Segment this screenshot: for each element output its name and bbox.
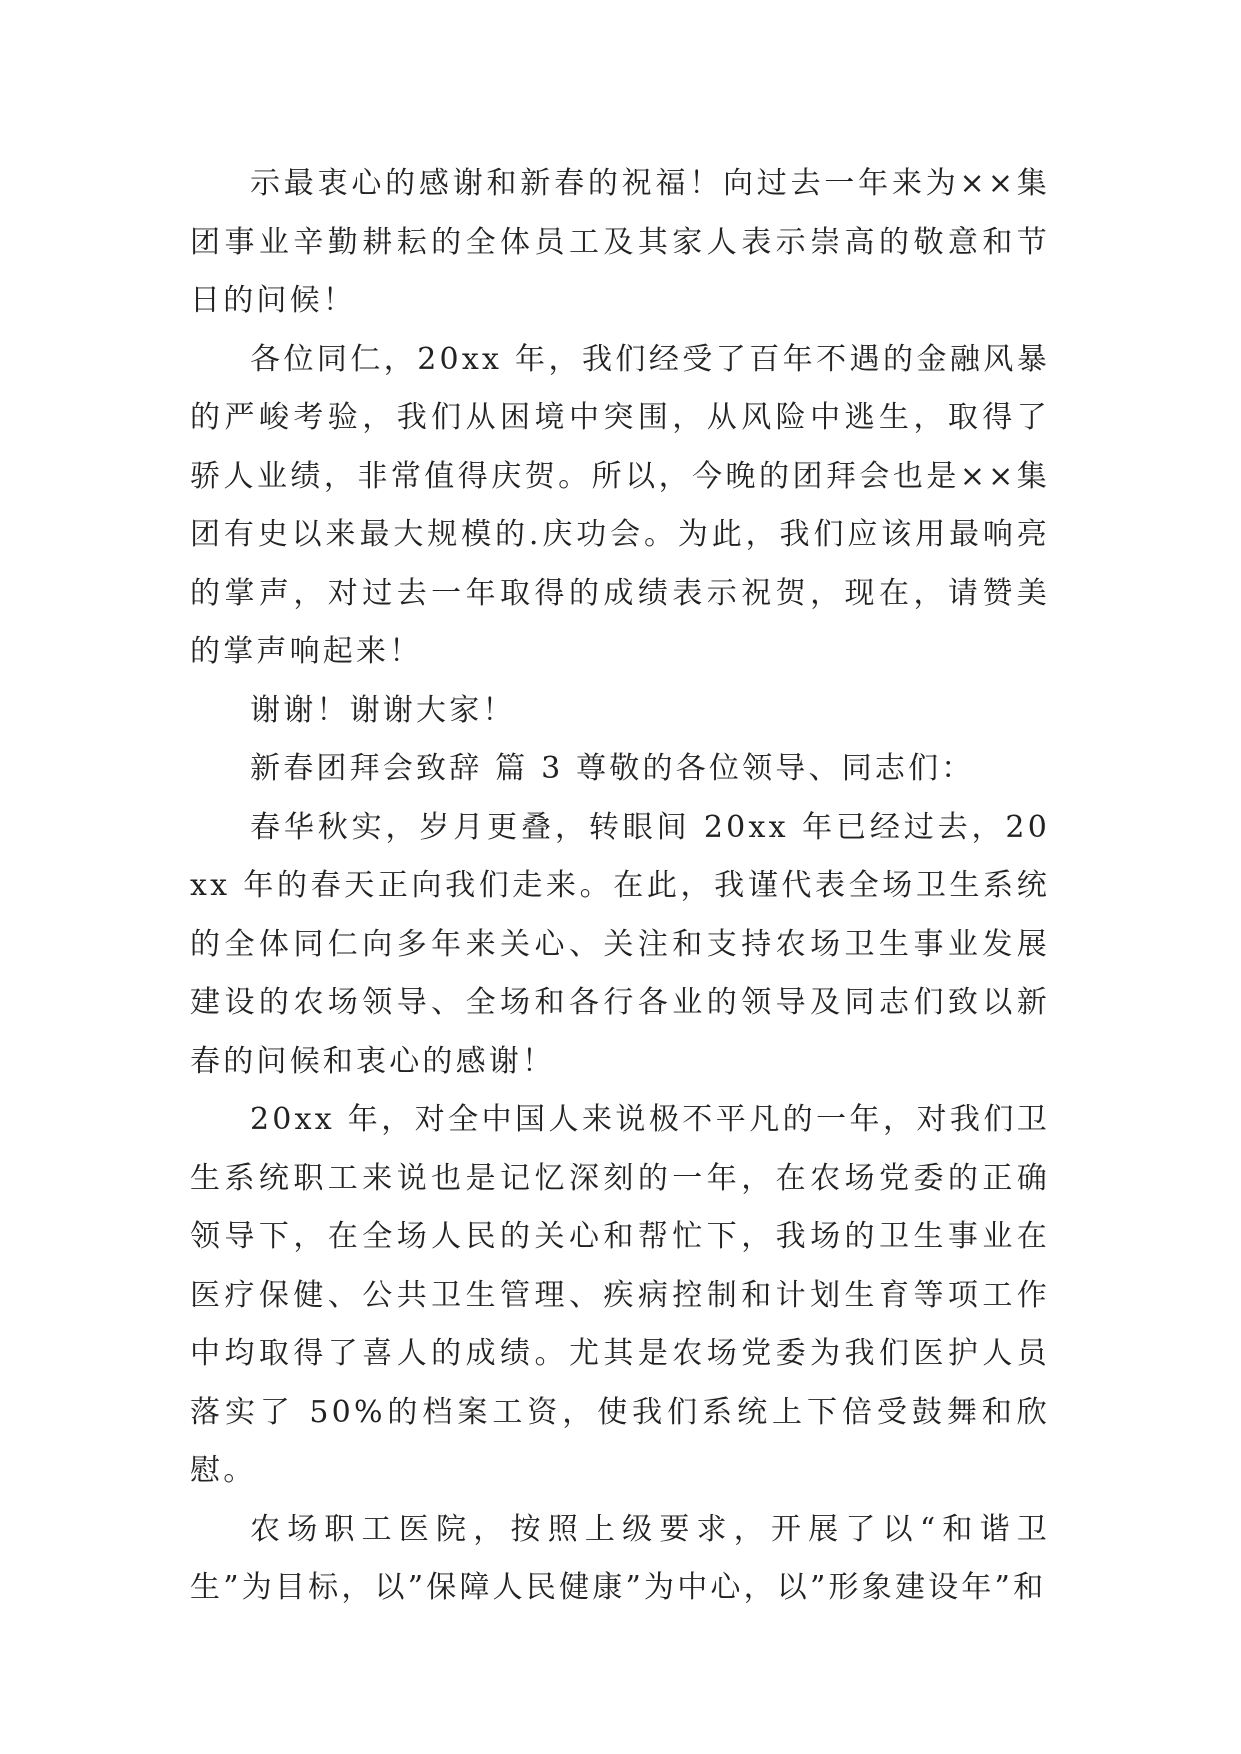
paragraph-hospital: 农场职工医院，按照上级要求，开展了以“和谐卫生”为目标，以”保障人民健康”为中心，以”形象建设年”和 [190, 1511, 1050, 1605]
paragraph-thank-you: 谢谢！谢谢大家！ [250, 692, 516, 728]
paragraph-colleagues: 各位同仁，20xx 年，我们经受了百年不遇的金融风暴的严峻考验，我们从困境中突围，从风险中逃生，取得了骄人业绩，非常值得庆贺。所以，今晚的团拜会也是××集团有史以来最大规模的.庆功会。为此，我们应该用最响亮的掌声，对过去一年取得的成绩表示祝贺，现在，请赞美的掌声响起来！ [190, 341, 1050, 669]
paragraph-section-heading: 新春团拜会致辞 篇 3 尊敬的各位领导、同志们： [250, 751, 975, 786]
paragraph-spring: 春华秋实，岁月更叠，转眼间 20xx 年已经过去，20xx 年的春天正向我们走来。在此，我谨代表全场卫生系统的全体同仁向多年来关心、关注和支持农场卫生事业发展建设的农场领导、全场和各行各业的领导及同志们致以新春的问候和衷心的感谢！ [190, 809, 1050, 1079]
document-body [190, 155, 1050, 1618]
paragraph-achievements: 20xx 年，对全中国人来说极不平凡的一年，对我们卫生系统职工来说也是记忆深刻的一年，在农场党委的正确领导下，在全场人民的关心和帮忙下，我场的卫生事业在医疗保健、公共卫生管理、疾病控制和计划生育等项工作中均取得了喜人的成绩。尤其是农场党委为我们医护人员落实了 50%的档案工资，使我们系统上下倍受鼓舞和欣慰。 [190, 1102, 1050, 1488]
paragraph-thanks-continuation: 示最衷心的感谢和新春的祝福！向过去一年来为××集团事业辛勤耕耘的全体员工及其家人表示崇高的敬意和节日的问候！ [190, 166, 1050, 318]
